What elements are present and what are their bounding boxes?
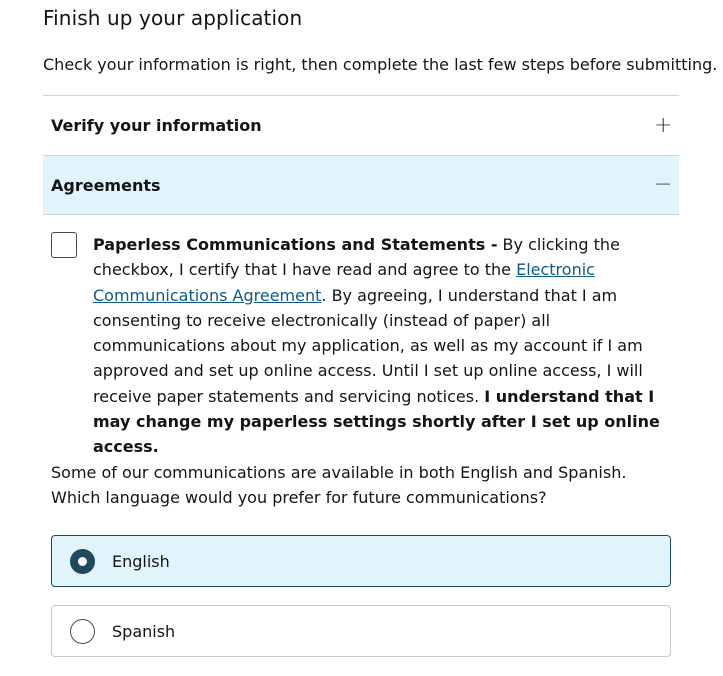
plus-icon[interactable]: + <box>654 112 673 138</box>
language-option-label: Spanish <box>112 621 176 641</box>
radio-unselected-icon[interactable] <box>70 619 95 644</box>
language-option-label: English <box>112 551 170 571</box>
language-option-spanish[interactable] <box>51 605 671 657</box>
language-question: Some of our communications are available in both English and Spanish. Which language would you prefer for future communications? <box>51 463 627 508</box>
paperless-checkbox[interactable] <box>51 232 77 258</box>
language-option-english[interactable] <box>51 535 671 587</box>
page-subtitle: Check your information is right, then complete the last few steps before submitting. <box>43 55 718 74</box>
electronic-communications-agreement-link[interactable]: Electronic Communications Agreement <box>93 260 595 305</box>
accordion-title-verify: Verify your information <box>51 116 262 135</box>
radio-dot <box>78 557 87 566</box>
agreement-text-intro: By clicking the checkbox, I certify that I have read and agree to the <box>93 235 620 280</box>
minus-icon[interactable]: − <box>654 172 673 197</box>
accordion-title-agreements: Agreements <box>51 175 161 195</box>
agreement-text <box>93 232 671 460</box>
accordion-agreements[interactable] <box>43 155 679 215</box>
page-title: Finish up your application <box>43 6 303 30</box>
agreement-heading: Paperless Communications and Statements - <box>93 235 498 254</box>
agreement-text-body: . By agreeing, I understand that I am consenting to receive electronically (instead of paper) all communications about my application, as well as my account if I am approved and set up online access. Until I set up online access, I will receive paper statements and servicing notices. <box>93 285 643 406</box>
accordion-verify-information[interactable] <box>43 95 679 155</box>
radio-selected-icon[interactable] <box>70 549 95 574</box>
application-accordion <box>43 95 679 215</box>
agreement-closing: I understand that I may change my paperless settings shortly after I set up online access. <box>93 386 660 457</box>
